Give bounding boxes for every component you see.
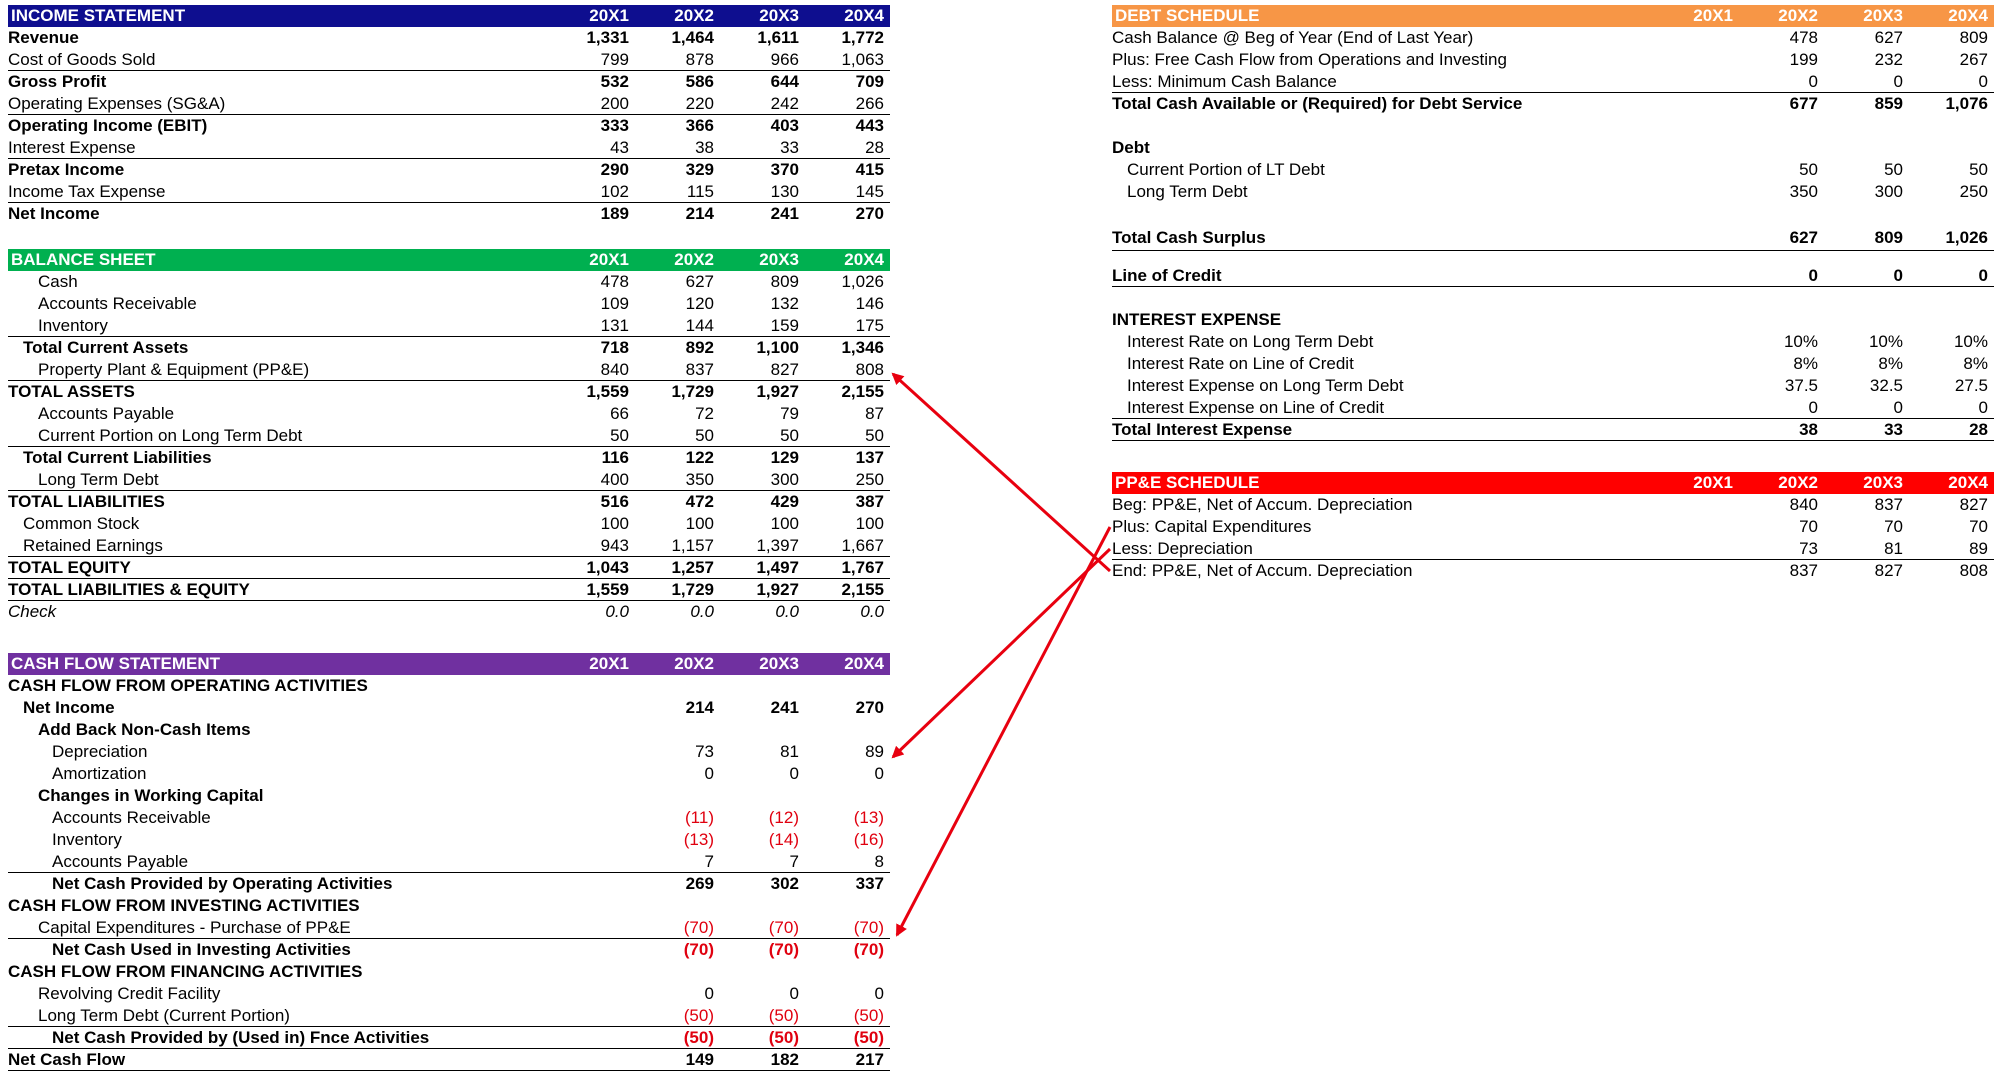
year-header: 20X1 <box>589 6 629 25</box>
table-row: Operating Income (EBIT) 333 366 403 443 <box>8 116 884 135</box>
year-header: 20X2 <box>1778 6 1818 25</box>
table-row: Net Cash Provided by Operating Activities 269 302 337 <box>52 874 884 893</box>
table-row: Add Back Non-Cash Items <box>38 720 251 739</box>
table-row: Pretax Income 290 329 370 415 <box>8 160 884 179</box>
year-header: 20X4 <box>844 250 884 269</box>
year-header: 20X3 <box>759 250 799 269</box>
table-row: Current Portion of LT Debt 50 50 50 <box>1127 160 1988 179</box>
table-row: Accounts Payable 7 7 8 <box>8 851 890 873</box>
table-row: Changes in Working Capital <box>38 786 264 805</box>
table-row: Plus: Free Cash Flow from Operations and Investing 199 232 267 <box>1112 50 1988 69</box>
balance-sheet <box>8 249 890 623</box>
table-row: Plus: Capital Expenditures 70 70 70 <box>1112 517 1988 536</box>
table-row: Interest Expense 43 38 33 28 <box>8 137 890 159</box>
table-row: Total Cash Available or (Required) for Debt Service 677 859 1,076 <box>1112 94 1988 113</box>
table-row: Debt <box>1112 138 1150 157</box>
arrow-depreciation-to-cash-flow <box>893 549 1110 757</box>
income-statement-header <box>8 5 890 27</box>
table-row: Accounts Payable 66 72 79 87 <box>38 404 884 423</box>
table-row: CASH FLOW FROM FINANCING ACTIVITIES <box>8 962 363 981</box>
section-title: PP&E SCHEDULE <box>1115 473 1260 492</box>
table-row: Interest Expense on Long Term Debt 37.5 32.5 27.5 <box>1127 376 1988 395</box>
table-row: Property Plant & Equipment (PP&E) 840 837 827 808 <box>8 359 890 381</box>
table-row: Revenue 1,331 1,464 1,611 1,772 <box>8 28 884 47</box>
table-row: Net Cash Used in Investing Activities (70) (70) (70) <box>52 940 884 959</box>
table-row: Long Term Debt 350 300 250 <box>1127 182 1988 201</box>
table-row: Retained Earnings 943 1,157 1,397 1,667 <box>8 535 890 557</box>
table-row: Revolving Credit Facility 0 0 0 <box>38 984 884 1003</box>
table-row: Total Current Assets 718 892 1,100 1,346 <box>23 338 884 357</box>
table-row: End: PP&E, Net of Accum. Depreciation 837 827 808 <box>1112 561 1988 580</box>
table-row: TOTAL LIABILITIES & EQUITY 1,559 1,729 1,927 2,155 <box>8 579 890 601</box>
table-row: INTEREST EXPENSE <box>1112 310 1282 329</box>
table-row: CASH FLOW FROM INVESTING ACTIVITIES <box>8 896 360 915</box>
year-header: 20X2 <box>674 250 714 269</box>
table-row: Line of Credit 0 0 0 <box>1112 265 1994 287</box>
income-statement <box>8 5 890 225</box>
table-row: Net Cash Flow 149 182 217 <box>8 1049 890 1071</box>
spacer-row <box>1112 251 1994 265</box>
table-row: Depreciation 73 81 89 <box>52 742 884 761</box>
table-row: Cost of Goods Sold 799 878 966 1,063 <box>8 49 890 71</box>
table-row: Income Tax Expense 102 115 130 145 <box>8 181 890 203</box>
ppe-schedule-header <box>1112 472 1994 494</box>
table-row: Capital Expenditures - Purchase of PP&E (70) (70) (70) <box>8 917 890 939</box>
table-row: Less: Depreciation 73 81 89 <box>1112 538 1994 560</box>
arrow-ending-ppe-to-balance-sheet <box>893 374 1110 571</box>
table-row: Amortization 0 0 0 <box>52 764 884 783</box>
table-row: Interest Rate on Long Term Debt 10% 10% 10% <box>1127 332 1988 351</box>
ppe-schedule <box>1112 472 1994 582</box>
section-title: INCOME STATEMENT <box>11 6 186 25</box>
table-row: Check 0.0 0.0 0.0 0.0 <box>8 602 884 621</box>
year-header: 20X1 <box>1693 473 1733 492</box>
table-row: Inventory (13) (14) (16) <box>52 830 884 849</box>
debt-schedule <box>1112 5 1994 441</box>
arrow-capex-to-cash-flow <box>897 527 1110 935</box>
table-row: Accounts Receivable (11) (12) (13) <box>52 808 884 827</box>
year-header: 20X4 <box>1948 473 1988 492</box>
cash-flow-header <box>8 653 890 675</box>
year-header: 20X3 <box>1863 473 1903 492</box>
table-row: Total Interest Expense 38 33 28 <box>1112 419 1994 441</box>
section-title: DEBT SCHEDULE <box>1115 6 1260 25</box>
table-row: Gross Profit 532 586 644 709 <box>8 72 884 91</box>
table-row: Common Stock 100 100 100 100 <box>23 514 884 533</box>
table-row: Beg: PP&E, Net of Accum. Depreciation 840 837 827 <box>1112 495 1988 514</box>
table-row: Inventory 131 144 159 175 <box>8 315 890 337</box>
table-row: Long Term Debt 400 350 300 250 <box>8 469 890 491</box>
spacer-row <box>1112 203 1994 225</box>
year-header: 20X2 <box>674 6 714 25</box>
year-header: 20X1 <box>589 250 629 269</box>
year-header: 20X2 <box>674 654 714 673</box>
table-row: TOTAL EQUITY 1,043 1,257 1,497 1,767 <box>8 557 890 579</box>
year-header: 20X4 <box>844 654 884 673</box>
table-row: Accounts Receivable 109 120 132 146 <box>38 294 884 313</box>
balance-sheet-header <box>8 249 890 271</box>
table-row: Net Income 214 241 270 <box>23 698 884 717</box>
table-row: TOTAL LIABILITIES 516 472 429 387 <box>8 492 884 511</box>
year-header: 20X3 <box>1863 6 1903 25</box>
year-header: 20X1 <box>589 654 629 673</box>
table-row: Cash 478 627 809 1,026 <box>38 272 884 291</box>
table-row: Long Term Debt (Current Portion) (50) (50) (50) <box>8 1005 890 1027</box>
table-row: Current Portion on Long Term Debt 50 50 50 50 <box>8 425 890 447</box>
section-title: CASH FLOW STATEMENT <box>11 654 221 673</box>
table-row: Net Income 189 214 241 270 <box>8 204 884 223</box>
year-header: 20X3 <box>759 6 799 25</box>
table-row: Total Current Liabilities 116 122 129 137 <box>23 448 884 467</box>
table-row: Operating Expenses (SG&A) 200 220 242 266 <box>8 93 890 115</box>
table-row: Net Cash Provided by (Used in) Fnce Activities (50) (50) (50) <box>8 1027 890 1049</box>
cash-flow-statement <box>8 653 890 1071</box>
table-row: CASH FLOW FROM OPERATING ACTIVITIES <box>8 676 368 695</box>
year-header: 20X2 <box>1778 473 1818 492</box>
year-header: 20X4 <box>1948 6 1988 25</box>
table-row: Interest Rate on Line of Credit 8% 8% 8% <box>1127 354 1988 373</box>
year-header: 20X1 <box>1693 6 1733 25</box>
year-header: 20X4 <box>844 6 884 25</box>
table-row: TOTAL ASSETS 1,559 1,729 1,927 2,155 <box>8 382 884 401</box>
table-row: Total Cash Surplus 627 809 1,026 <box>1112 225 1994 251</box>
debt-schedule-header <box>1112 5 1994 27</box>
table-row: Cash Balance @ Beg of Year (End of Last Year) 478 627 809 <box>1112 28 1988 47</box>
year-header: 20X3 <box>759 654 799 673</box>
table-row: Interest Expense on Line of Credit 0 0 0 <box>1112 397 1994 419</box>
section-title: BALANCE SHEET <box>11 250 156 269</box>
spacer-row <box>1112 115 1994 137</box>
spacer-row <box>1112 287 1994 309</box>
table-row: Less: Minimum Cash Balance 0 0 0 <box>1112 71 1994 93</box>
